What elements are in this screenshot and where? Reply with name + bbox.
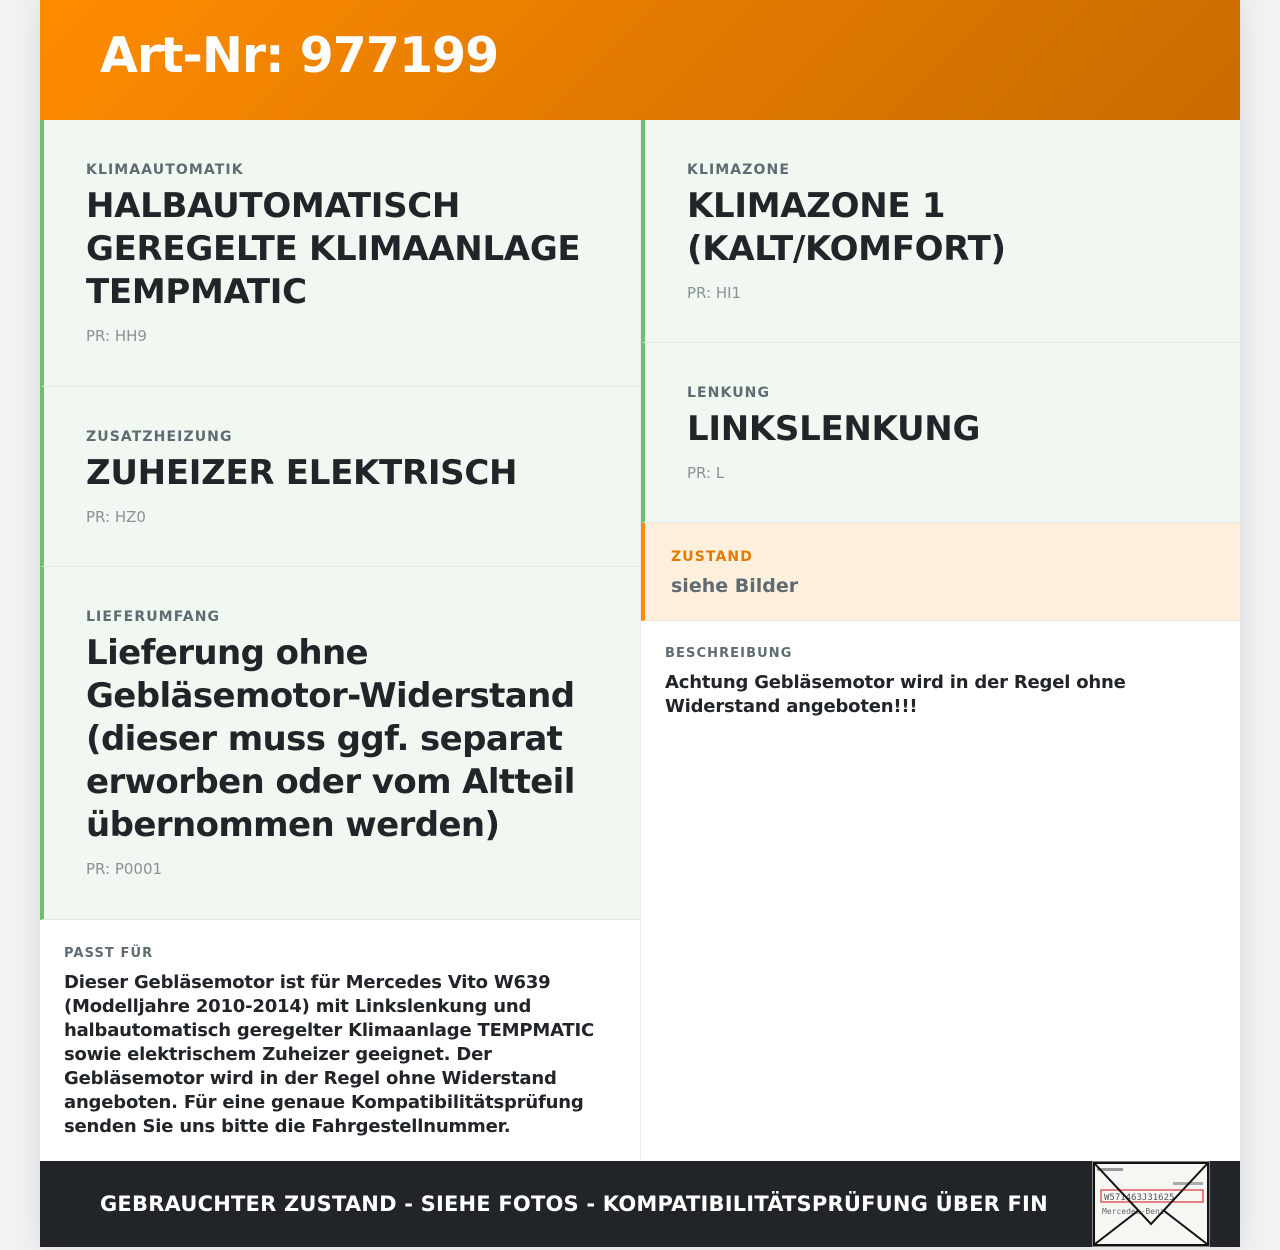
spec-card-climate-control <box>40 120 640 387</box>
spec-label: KLIMAAUTOMATIK <box>86 162 244 178</box>
spec-value: HALBAUTOMATISCH GEREGELTE KLIMAANLAGE TEMPMATIC <box>86 186 581 312</box>
spec-label: ZUSATZHEIZUNG <box>86 429 233 445</box>
spec-code: PR: L <box>687 464 725 482</box>
footer-bar <box>40 1161 1240 1247</box>
right-column <box>640 120 1240 1161</box>
fits-text: Dieser Gebläsemotor ist für Mercedes Vito W639 (Modelljahre 2010-2014) mit Linkslenkung und halbautomatisch geregelter Klimaanlage TEMPMATIC sowie elektrischem Zuheizer geeignet. Der Gebläsemotor wird in der Regel ohne Widerstand angeboten. Für eine genaue Kompatibilitätsprüfung senden Sie uns bitte die Fahrgestellnummer. <box>64 972 595 1137</box>
header-banner <box>40 0 1240 120</box>
spec-label: KLIMAZONE <box>687 162 790 178</box>
vin-plate-code: W571463J31625 <box>1104 1193 1175 1203</box>
vin-plate-brand: Mercedes-Benz <box>1102 1207 1165 1216</box>
footer-text: GEBRAUCHTER ZUSTAND - SIEHE FOTOS - KOMPATIBILITÄTSPRÜFUNG ÜBER FIN <box>100 1192 1048 1216</box>
article-number-title: Art-Nr: 977199 <box>100 27 499 84</box>
condition-label: ZUSTAND <box>671 549 753 565</box>
spec-code: PR: HI1 <box>687 284 742 302</box>
spec-code: PR: HZ0 <box>86 508 146 526</box>
condition-box <box>641 523 1240 621</box>
vin-plate-thumbnail[interactable] <box>1092 1161 1210 1247</box>
description-text: Achtung Gebläsemotor wird in der Regel ohne Widerstand angeboten!!! <box>665 672 1126 717</box>
fits-label: PASST FÜR <box>64 946 154 961</box>
vin-plate-image <box>1093 1162 1209 1246</box>
product-sheet <box>40 0 1240 1247</box>
description-section <box>641 621 1240 719</box>
left-column <box>40 120 640 1139</box>
spec-value: Lieferung ohne Gebläsemotor-Widerstand (dieser muss ggf. separat erworben oder vom Altteil übernommen werden) <box>86 633 575 845</box>
spec-value: ZUHEIZER ELEKTRISCH <box>86 453 518 493</box>
condition-value: siehe Bilder <box>671 575 799 597</box>
spec-card-steering <box>641 343 1240 523</box>
spec-value: LINKSLENKUNG <box>687 409 981 449</box>
spec-value: KLIMAZONE 1 (KALT/KOMFORT) <box>687 186 1006 269</box>
fits-section <box>40 920 640 1139</box>
spec-label: LENKUNG <box>687 385 771 401</box>
description-label: BESCHREIBUNG <box>665 646 793 661</box>
spec-code: PR: HH9 <box>86 327 147 345</box>
spec-card-auxiliary-heating <box>40 387 640 567</box>
spec-card-scope-of-delivery <box>40 567 640 920</box>
spec-card-climate-zone <box>641 120 1240 343</box>
spec-label: LIEFERUMFANG <box>86 609 221 625</box>
spec-code: PR: P0001 <box>86 860 163 878</box>
